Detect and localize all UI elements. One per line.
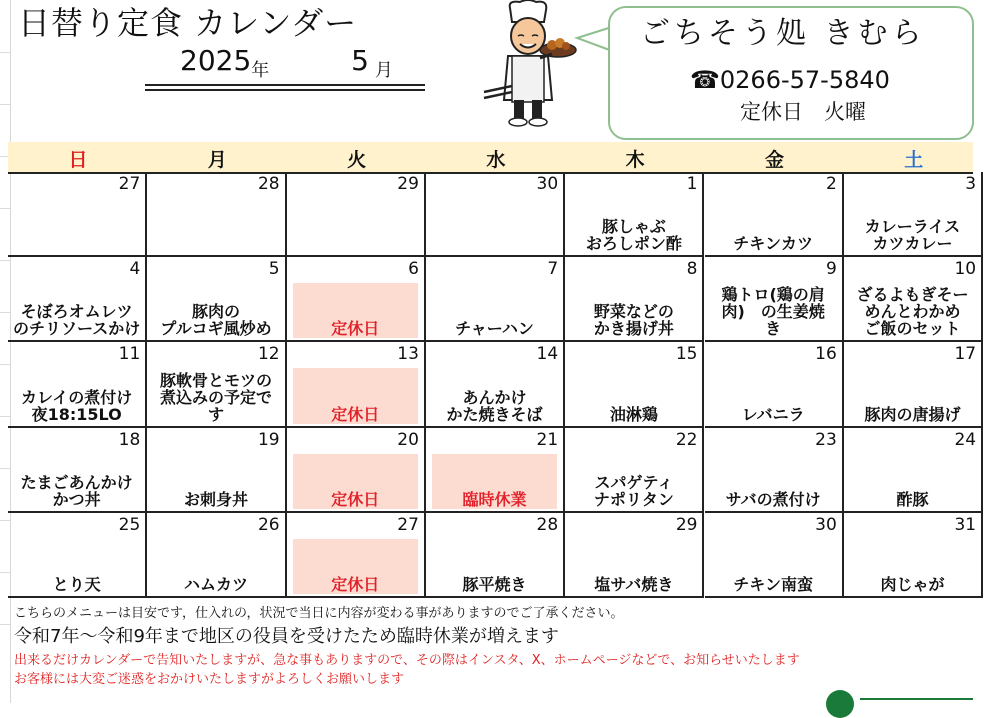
daily-menu-item: スパゲティ ナポリタン [593,472,674,509]
day-number: 7 [547,259,559,280]
weekday-label: 日 [68,149,88,171]
green-line-shape [860,698,973,700]
weekday-label: 金 [764,149,784,171]
daily-menu-item: チャーハン [455,319,534,339]
day-number: 22 [675,429,698,450]
day-number: 13 [397,344,419,365]
daily-menu-item: 定休日 [331,404,380,424]
month-value: 5 [351,44,369,77]
day-number: 21 [536,429,559,450]
day-number: 29 [675,514,698,535]
calendar-day-cell [147,172,286,257]
weekday-label: 月 [207,149,227,171]
calendar-day-cell [287,172,426,257]
calendar-grid [8,172,977,598]
daily-menu-item: チキンカツ [733,234,814,254]
year-month [180,44,393,81]
daily-menu-item: そぼろオムレツ のチリソースかけ [13,302,141,339]
day-number: 29 [397,174,419,194]
day-number: 28 [257,174,280,194]
day-number: 25 [118,514,141,535]
calendar-day-cell [426,172,565,257]
note-apology: お客様には大変ご迷惑をおかけいたしますがよろしくお願いします [14,672,405,687]
daily-menu-item: 豚しゃぶ おろしポン酢 [585,217,682,254]
daily-menu-item: 肉じゃが [880,574,945,594]
calendar-day-cell [8,428,147,513]
day-number: 30 [815,514,837,535]
calendar-day-cell-closed [287,257,426,342]
double-underline-bottom [145,89,425,91]
calendar-day-cell [565,172,704,257]
note-temporary-closure: 令和7年～令和9年まで地区の役員を受けたため臨時休業が増えます [14,626,559,647]
day-number: 17 [954,344,977,365]
double-underline-top [145,84,425,86]
day-number: 27 [397,514,419,535]
calendar-day-cell [565,428,704,513]
calendar-day-cell [565,257,704,342]
calendar-day-cell-closed [287,513,426,598]
note-announcement: 出来るだけカレンダーで告知いたしますが、急な事もありますので、その際はインスタ、X、ホームページなどで、お知らせいたします [14,653,800,668]
daily-menu-item: 酢豚 [896,489,929,509]
calendar-day-cell [705,513,844,598]
shop-closed-day: 定休日 火曜 [740,100,866,124]
weekday-label: 木 [625,149,645,171]
daily-menu-item: カレイの煮付け 夜18:15LO [21,387,133,424]
calendar-day-cell [565,513,704,598]
day-number: 9 [825,259,837,280]
calendar-day-cell [705,342,844,427]
day-number: 8 [686,259,698,280]
daily-menu-item: レバニラ [741,404,805,424]
day-number: 20 [397,429,419,450]
day-number: 18 [118,429,141,450]
calendar-day-cell-closed [287,342,426,427]
calendar-day-cell [705,257,844,342]
daily-menu-item: 塩サバ焼き [594,574,674,594]
calendar-day-cell [565,342,704,427]
calendar-day-cell [705,428,844,513]
day-number: 16 [815,344,837,365]
day-number: 2 [825,174,837,194]
day-number: 30 [536,174,559,194]
daily-menu-item: お刺身丼 [183,489,248,509]
daily-menu-item: とり天 [52,574,101,594]
daily-menu-item: 豚肉の唐揚げ [864,404,961,424]
day-number: 15 [675,344,698,365]
daily-menu-item: 油淋鶏 [609,404,658,424]
day-number: 23 [815,429,837,450]
daily-menu-item: 豚平焼き [462,574,527,594]
weekday-label: 火 [347,149,367,171]
calendar-day-cell [844,428,983,513]
daily-menu-item: たまごあんかけ かつ丼 [20,472,133,509]
weekday-label: 水 [486,149,506,171]
day-number: 6 [408,259,419,280]
calendar-day-cell [147,342,286,427]
calendar-day-cell [705,172,844,257]
calendar-day-cell [844,257,983,342]
day-number: 3 [965,174,977,194]
day-number: 10 [954,259,977,280]
daily-menu-item: チキン南蛮 [733,574,814,594]
calendar-day-cell-closed [287,428,426,513]
weekday-label: 土 [904,149,924,171]
daily-menu-item: カレーライス カツカレー [864,217,961,254]
day-number: 4 [129,259,141,280]
day-number: 12 [257,344,280,365]
day-number: 14 [536,344,559,365]
calendar-day-cell [8,257,147,342]
daily-menu-item: 定休日 [331,489,380,509]
year-unit: 年 [251,60,270,81]
day-number: 11 [118,344,141,365]
daily-menu-item: 定休日 [331,574,380,594]
day-number: 1 [686,174,698,194]
calendar-day-cell [844,513,983,598]
calendar-day-cell [426,257,565,342]
daily-menu-item: ハムカツ [183,574,248,594]
note-menu-disclaimer: こちらのメニューは目安です，仕入れの，状況で当日に内容が変わる事がありますのでご了承ください。 [14,606,624,621]
calendar-day-cell [147,428,286,513]
year-value: 2025 [180,44,252,77]
day-number: 19 [257,429,280,450]
shop-phone: ☎0266-57-5840 [690,66,890,94]
daily-menu-item: 野菜などの かき揚げ丼 [593,302,674,339]
calendar-day-cell [8,172,147,257]
page-title: 日替り定食 カレンダー [18,4,358,42]
daily-menu-item: 豚肉の プルコギ風炒め [160,302,272,339]
calendar-day-cell [8,513,147,598]
shop-name: ごちそう処 きむら [640,16,926,51]
daily-menu-item: 鶏トロ(鶏の肩 肉) の生姜焼 き [721,285,825,339]
daily-menu-item: 定休日 [331,319,380,339]
calendar-day-cell [147,257,286,342]
calendar-day-cell [426,342,565,427]
day-number: 24 [954,429,977,450]
month-unit: 月 [374,60,393,81]
daily-menu-item: 臨時休業 [462,489,527,509]
calendar-day-cell-closed [426,428,565,513]
daily-menu-item: サバの煮付け [725,489,821,509]
day-number: 27 [118,174,141,194]
calendar-day-cell [8,342,147,427]
weekday-header-row [8,142,973,174]
day-number: 28 [536,514,559,535]
daily-menu-item: 豚軟骨とモツの 煮込みの予定で す [159,370,272,424]
chef-mascot-illustration [478,0,578,128]
day-number: 5 [268,259,280,280]
calendar-day-cell [844,342,983,427]
green-circle-shape [826,690,854,718]
day-number: 31 [954,514,977,535]
day-number: 26 [257,514,280,535]
daily-menu-item: あんかけ かた焼きそば [446,387,543,424]
calendar-day-cell [147,513,286,598]
daily-menu-item: ざるよもぎそー めんとわかめ ご飯のセット [856,285,969,339]
calendar-day-cell [844,172,983,257]
calendar-day-cell [426,513,565,598]
